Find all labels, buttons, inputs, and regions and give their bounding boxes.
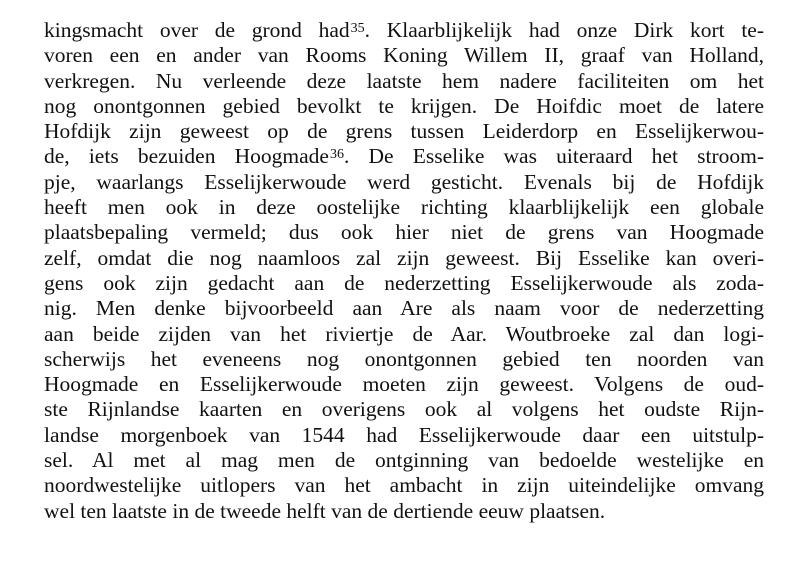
text-line: zelf, omdat die nog naamloos zal zijn geweest. Bij Esselike kan overi- xyxy=(44,245,764,270)
footnote-marker: 36 xyxy=(329,147,344,163)
text-line: wel ten laatste in de tweede helft van de dertiende eeuw plaatsen. xyxy=(44,498,606,523)
text-line: sel. Al met al mag men de ontginning van bedoelde westelijke en xyxy=(44,448,764,473)
text-line: voren een en ander van Rooms Koning Willem II, graaf van Holland, xyxy=(44,43,764,68)
text-line: Hofdijk zijn geweest op de grens tussen Leiderdorp en Esselijkerwou- xyxy=(44,119,764,144)
text-line: landse morgenboek van 1544 had Esselijkerwoude daar een uitstulp- xyxy=(44,422,764,447)
text-line: pje, waarlangs Esselijkerwoude werd gesticht. Evenals bij de Hofdijk xyxy=(44,169,764,194)
text-line: scherwijs het eveneens nog onontgonnen gebied ten noorden van xyxy=(44,346,764,371)
text-line: heeft men ook in deze oostelijke richting klaarblijkelijk een globale xyxy=(44,195,764,220)
text-line: gens ook zijn gedacht aan de nederzetting Esselijkerwoude als zoda- xyxy=(44,270,764,295)
text-line: verkregen. Nu verleende deze laatste hem nadere faciliteiten om het xyxy=(44,68,764,93)
text-line xyxy=(44,18,764,43)
text-segment: kingsmacht over de grond had xyxy=(44,18,350,42)
text-segment: de, iets bezuiden Hoogmade xyxy=(44,144,329,169)
text-line: noordwestelijke uitlopers van het ambacht in zijn uiteindelijke omvang xyxy=(44,473,764,498)
text-line: ste Rijnlandse kaarten en overigens ook al volgens het oudste Rijn- xyxy=(44,397,764,422)
text-segment: . Klaarblijkelijk had onze Dirk kort te- xyxy=(364,18,764,42)
text-line: aan beide zijden van het riviertje de Aar. Woutbroeke zal dan logi- xyxy=(44,321,764,346)
text-segment: . De Esselike was uiteraard het stroom- xyxy=(343,144,764,169)
footnote-marker: 35 xyxy=(350,21,365,36)
body-text xyxy=(44,18,764,524)
text-line xyxy=(44,144,764,169)
text-line: nig. Men denke bijvoorbeeld aan Are als naam voor de nederzetting xyxy=(44,296,764,321)
text-line: plaatsbepaling vermeld; dus ook hier niet de grens van Hoogmade xyxy=(44,220,764,245)
text-line: Hoogmade en Esselijkerwoude moeten zijn geweest. Volgens de oud- xyxy=(44,372,764,397)
text-line: nog onontgonnen gebied bevolkt te krijgen. De Hoifdic moet de latere xyxy=(44,93,764,118)
